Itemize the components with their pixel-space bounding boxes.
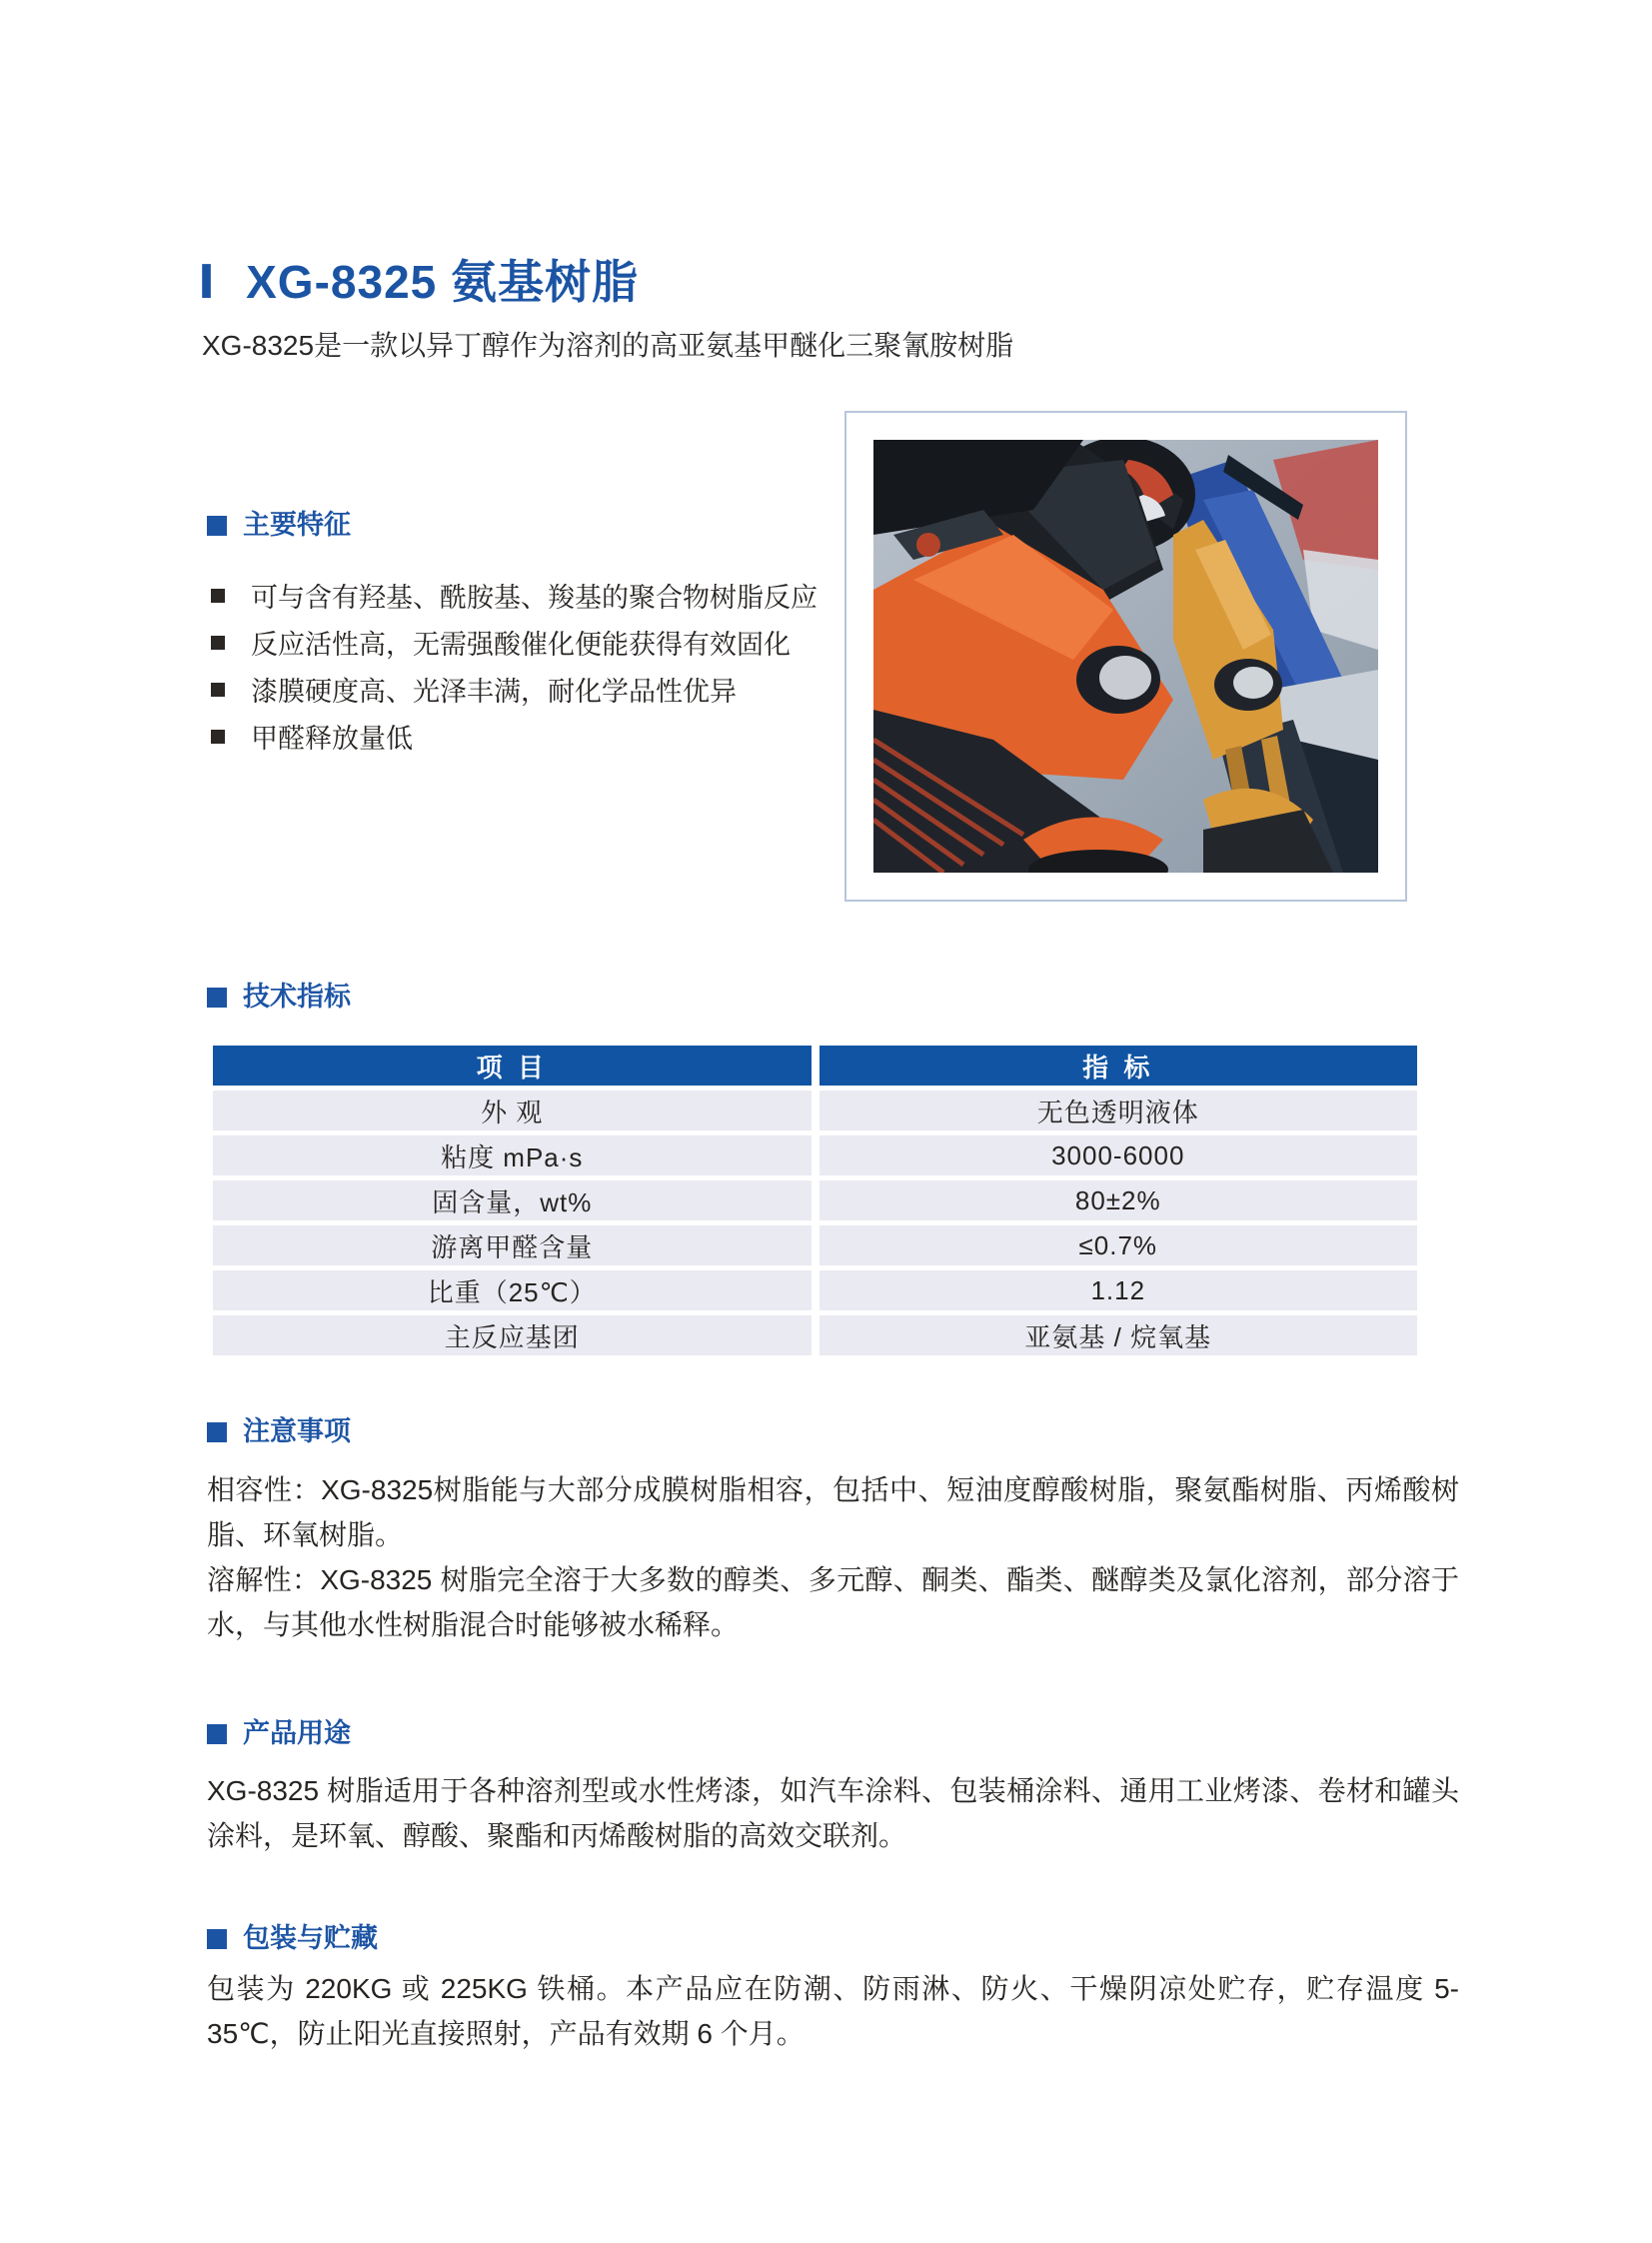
spec-cell-value: 3000-6000 — [820, 1135, 1418, 1175]
title-text: XG-8325 氨基树脂 — [246, 255, 640, 308]
feature-item-label: 可与含有羟基、酰胺基、羧基的聚合物树脂反应 — [251, 583, 818, 613]
bullet-square-icon — [211, 730, 225, 744]
section-heading-label: 注意事项 — [243, 1416, 351, 1446]
section-square-icon — [207, 1724, 227, 1744]
motorcycles-photo — [873, 440, 1378, 873]
spec-cell-value: 80±2% — [820, 1180, 1418, 1220]
uses-paragraph: XG-8325 树脂适用于各种溶剂型或水性烤漆，如汽车涂料、包装桶涂料、通用工业烤漆、卷材和罐头涂料，是环氧、醇酸、聚酯和丙烯酸树脂的高效交联剂。 — [207, 1775, 1459, 1851]
spec-table-header-value: 指 标 — [820, 1046, 1418, 1086]
spec-cell-item: 粘度 mPa·s — [213, 1135, 812, 1175]
feature-item — [207, 572, 818, 619]
section-square-icon — [207, 1422, 227, 1442]
feature-item-label: 反应活性高，无需强酸催化便能获得有效固化 — [251, 630, 791, 660]
spec-cell-item: 主反应基团 — [213, 1315, 812, 1355]
section-heading-label: 技术指标 — [243, 982, 351, 1012]
page-title — [198, 253, 639, 313]
section-heading-uses — [207, 1720, 351, 1747]
section-square-icon — [207, 1929, 227, 1949]
feature-item — [207, 713, 818, 760]
spec-table — [213, 1046, 1417, 1355]
spec-cell-value: 1.12 — [820, 1270, 1418, 1310]
packaging-paragraph: 包装为 220KG 或 225KG 铁桶。本产品应在防潮、防雨淋、防火、干燥阴凉处贮存，贮存温度 5-35℃，防止阳光直接照射，产品有效期 6 个月。 — [207, 1973, 1459, 2049]
spec-cell-value: 亚氨基 / 烷氧基 — [820, 1315, 1418, 1355]
section-heading-notes — [207, 1418, 351, 1445]
section-square-icon — [207, 516, 227, 536]
spec-cell-value: 无色透明液体 — [820, 1091, 1418, 1130]
feature-item-label: 漆膜硬度高、光泽丰满，耐化学品性优异 — [251, 677, 737, 707]
section-heading-label: 包装与贮藏 — [243, 1923, 378, 1953]
spec-cell-item: 固含量，wt% — [213, 1180, 812, 1220]
bullet-square-icon — [211, 683, 225, 697]
feature-item — [207, 666, 818, 713]
spec-cell-item: 游离甲醛含量 — [213, 1225, 812, 1265]
notes-paragraph: 相容性：XG-8325树脂能与大部分成膜树脂相容，包括中、短油度醇酸树脂，聚氨酯树脂、丙烯酸树脂、环氧树脂。 — [207, 1474, 1459, 1550]
section-heading-packaging — [207, 1925, 378, 1952]
uses-paragraphs — [207, 1768, 1459, 1858]
section-heading-features — [207, 512, 351, 539]
section-heading-label: 主要特征 — [243, 510, 351, 540]
title-roman-marker: Ⅰ — [198, 255, 217, 308]
feature-item-label: 甲醛释放量低 — [251, 724, 413, 754]
section-square-icon — [207, 988, 227, 1008]
notes-paragraphs — [207, 1467, 1459, 1647]
bullet-square-icon — [211, 636, 225, 650]
section-heading-specs — [207, 984, 351, 1011]
product-photo-frame — [844, 411, 1407, 902]
features-list — [207, 572, 818, 760]
feature-item — [207, 619, 818, 666]
spec-cell-item: 外 观 — [213, 1091, 812, 1130]
spec-cell-item: 比重（25℃） — [213, 1270, 812, 1310]
section-heading-label: 产品用途 — [243, 1718, 351, 1748]
page-subtitle: XG-8325是一款以异丁醇作为溶剂的高亚氨基甲醚化三聚氰胺树脂 — [202, 330, 1014, 361]
spec-cell-value: ≤0.7% — [820, 1225, 1418, 1265]
spec-table-header-item: 项 目 — [213, 1046, 812, 1086]
notes-paragraph: 溶解性：XG-8325 树脂完全溶于大多数的醇类、多元醇、酮类、酯类、醚醇类及氯化溶剂，部分溶于水，与其他水性树脂混合时能够被水稀释。 — [207, 1564, 1459, 1640]
bullet-square-icon — [211, 589, 225, 603]
packaging-paragraphs — [207, 1966, 1459, 2056]
